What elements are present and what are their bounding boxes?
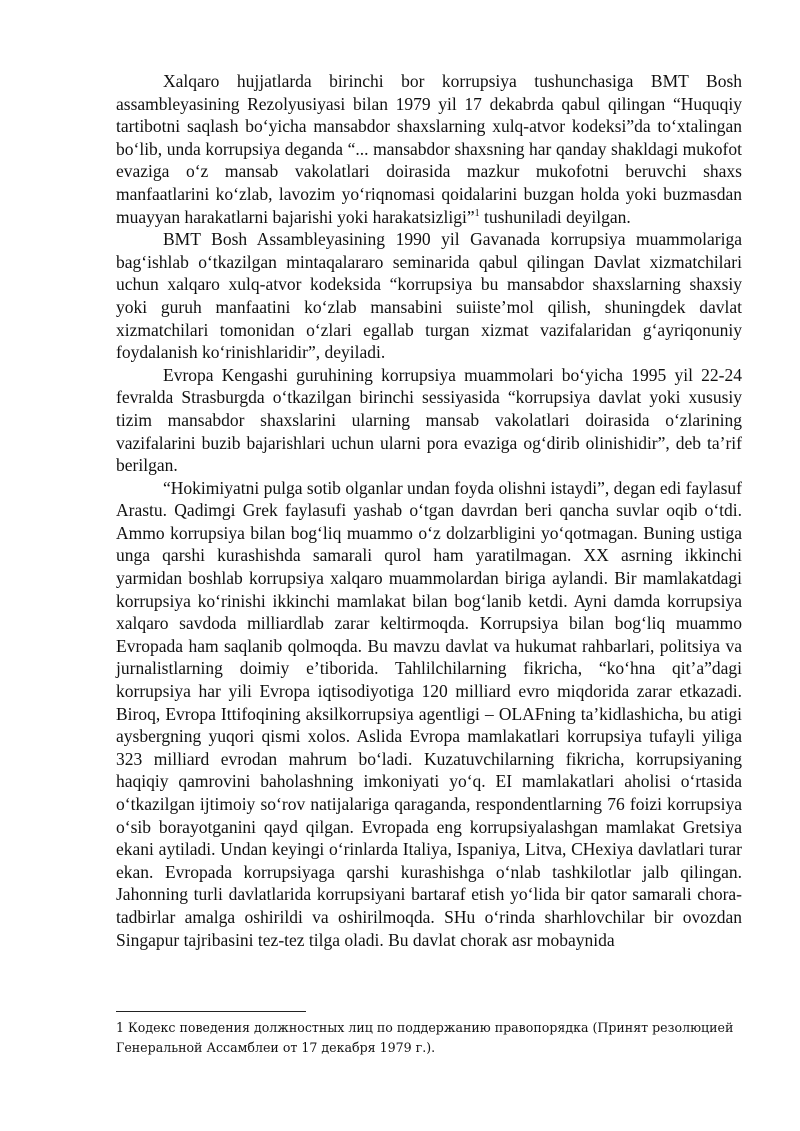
paragraph-4: “Hokimiyatni pulga sotib olganlar undan foyda olishni istaydi”, degan edi faylasuf Arastu. Qadimgi Grek faylasufi yashab oʻtgan davrdan beri qancha suvlar oqib oʻtdi. Ammo korrupsiya bilan bogʻliq muammo oʻz dolzarbligini yoʻqotmagan. Buning ustiga unga qarshi kurashishda samarali qurol ham yaratilmagan. XX asrning ikkinchi yarmidan boshlab korrupsiya xalqaro muammolardan biriga aylandi. Bir mamlakatdagi korrupsiya koʻrinishi ikkinchi mamlakat bilan bogʻlanib ketdi. Ayni damda korrupsiya xalqaro savdoda milliardlab zarar keltirmoqda. Korrupsiya bilan bogʻliq muammo Evropada ham saqlanib qolmoqda. Bu mavzu davlat va hukumat rahbarlari, politsiya va jurnalistlarning doimiy eʼtiborida. Tahlilchilarning fikricha, “koʻhna qitʼa”dagi korrupsiya har yili Evropa iqtisodiyotiga 120 milliard evro miqdorida zarar etkazadi. Biroq, Evropa Ittifoqining aksilkorrupsiya agentligi – OLAFning taʼkidlashicha, bu atigi aysbergning yuqori qismi xolos. Aslida Evropa mamlakatlari korrupsiya tufayli yiliga 323 milliard evrodan mahrum boʻladi. Kuzatuvchilarning fikricha, korrupsiyaning haqiqiy qamrovini baholashning imkoniyati yoʻq. EI mamlakatlari aholisi oʻrtasida oʻtkazilgan ijtimoiy soʻrov natijalariga qaraganda, respondentlarning 76 foizi korrupsiya oʻsib borayotganini qayd qilgan. Evropada eng korrupsiyalashgan mamlakat Gretsiya ekani aytiladi. Undan keyingi oʻrinlarda Italiya, Ispaniya, Litva, CHexiya davlatlari turar ekan. Evropada korrupsiyaga qarshi kurashishga oʻnlab tashkilotlar jalb qilingan. Jahonning turli davlatlarida korrupsiyani bartaraf etish yoʻlida bir qator samarali chora-tadbirlar amalga oshirildi va oshirilmoqda. SHu oʻrinda sharhlovchilar bir ovozdan Singapur tajribasini tez-tez tilga oladi. Bu davlat chorak asr mobaynida (116, 477, 742, 950)
footnote: 1 Кодекс поведения должностных лиц по поддержанию правопорядка (Принят резолюцией Генеральной Ассамблеи от 17 декабря 1979 г.). (116, 1020, 734, 1055)
document-body (116, 70, 742, 951)
paragraph-1 (116, 70, 742, 228)
footnote-marker[interactable]: 1 (474, 207, 480, 219)
paragraph-3: Evropa Kengashi guruhining korrupsiya muammolari boʻyicha 1995 yil 22-24 fevralda Strasburgda oʻtkazilgan birinchi sessiyasida “korrupsiya davlat yoki xususiy tizim mansabdor shaxslarini ularning mansab vakolatlari doirasida oʻzlarining vazifalarini buzib bajarishlari uchun ularni pora evaziga ogʻdirib olinishidir”, deb taʼrif berilgan. (116, 364, 742, 476)
paragraph-1-tail: tushuniladi deyilgan. (484, 206, 631, 227)
paragraph-1-text: Xalqaro hujjatlarda birinchi bor korrupsiya tushunchasiga BMT Bosh assambleyasining Rezolyusiyasi bilan 1979 yil 17 dekabrda qabul qilingan “Huquqiy tartibotni saqlash boʻyicha mansabdor shaxslarning xulq-atvor kodeksi”da toʻxtalingan boʻlib, unda korrupsiya deganda “... mansabdor shaxsning har qanday shakldagi mukofot evaziga oʻz mansab vakolatlari doirasida mazkur mukofotni beruvchi shaxs manfaatlarini koʻzlab, lavozim yoʻriqnomasi qoidalarini buzgan holda yoki buzmasdan muayyan harakatlarni bajarishi yoki harakatsizligi” (116, 71, 742, 227)
paragraph-2: BMT Bosh Assambleyasining 1990 yil Gavanada korrupsiya muammolariga bagʻishlab oʻtkazilgan mintaqalararo seminarida qabul qilingan Davlat xizmatchilari uchun xalqaro xulq-atvor kodeksida “korrupsiya bu mansabdor shaxslarning shaxsiy yoki guruh manfaatini koʻzlab mansabini suiisteʼmol qilish, shuningdek davlat xizmatchilari tomonidan oʻzlari egallab turgan xizmat vazifalaridan gʻayriqonuniy foydalanish koʻrinishlaridir”, deyiladi. (116, 229, 742, 363)
footnote-separator (116, 1011, 306, 1012)
